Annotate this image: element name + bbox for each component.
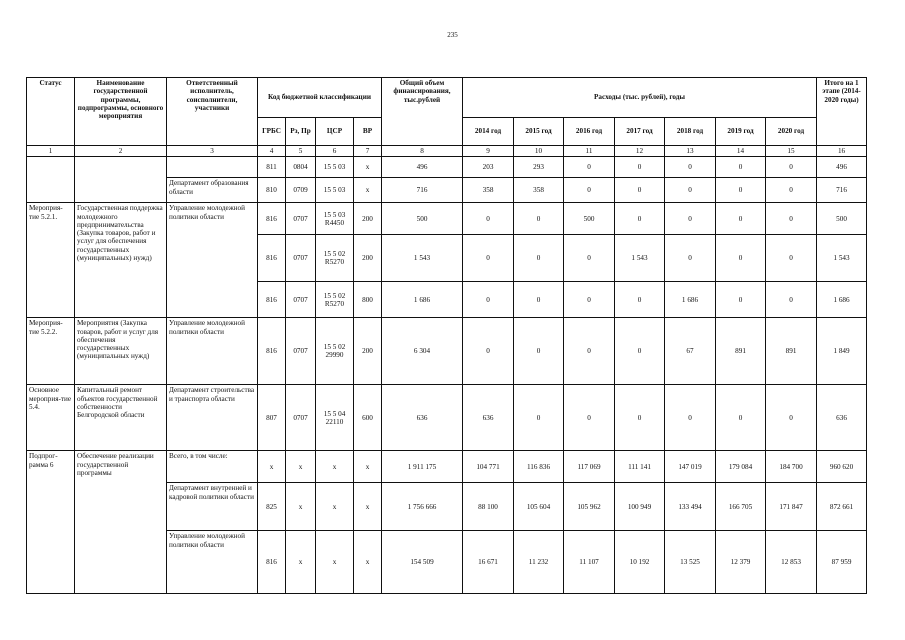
year-cell: 0 [514,203,564,235]
year-cell: 67 [665,318,716,385]
csr-cell: х [316,451,354,483]
status-cell: Мероприя-тие 5.2.2. [27,318,75,385]
year-cell: 0 [564,282,615,318]
rzpr-cell: 0707 [286,235,316,282]
column-number: 16 [817,146,867,157]
name-cell: Государственная поддержка молодежного предпринимательства (Закупка товаров, работ и услуг для обеспечения государственных (муниципальных) нужд) [75,203,167,318]
rzpr-cell: х [286,531,316,594]
grbs-cell: 816 [258,531,286,594]
header-year-2015: 2015 год [514,118,564,146]
year-cell: 891 [716,318,766,385]
header-year-2014: 2014 год [463,118,514,146]
total-cell: 1 543 [382,235,463,282]
total-cell: 6 304 [382,318,463,385]
column-number: 3 [167,146,258,157]
header-row-1 [27,78,867,118]
year-cell: 0 [665,157,716,178]
year-cell: 0 [615,385,665,451]
year-cell: 179 084 [716,451,766,483]
year-cell: 11 232 [514,531,564,594]
csr-cell: 15 5 02 R5270 [316,282,354,318]
executor-cell: Управление молодежной политики области [167,531,258,594]
year-cell: 0 [665,178,716,203]
vr-cell: 200 [354,203,382,235]
year-cell: 0 [514,318,564,385]
year-cell: 0 [766,203,817,235]
year-cell: 203 [463,157,514,178]
vr-cell: х [354,451,382,483]
sum-cell: 1 686 [817,282,867,318]
name-cell: Мероприятия (Закупка товаров, работ и услуг для обеспечения государственных (муниципальных нужд) [75,318,167,385]
column-number: 8 [382,146,463,157]
rzpr-cell: 0804 [286,157,316,178]
csr-cell: 15 5 03 [316,178,354,203]
header-budget-code: Код бюджетной классификации [258,78,382,118]
year-cell: 0 [564,318,615,385]
vr-cell: х [354,157,382,178]
total-cell: 1 911 175 [382,451,463,483]
column-number: 9 [463,146,514,157]
total-cell: 636 [382,385,463,451]
year-cell: 0 [615,282,665,318]
year-cell: 11 107 [564,531,615,594]
rzpr-cell: 0707 [286,203,316,235]
csr-cell: х [316,483,354,531]
year-cell: 0 [514,385,564,451]
year-cell: 0 [766,282,817,318]
year-cell: 0 [615,318,665,385]
table-row [27,451,867,483]
name-cell: Обеспечение реализации государственной программы [75,451,167,594]
csr-cell: 15 5 02 R5270 [316,235,354,282]
column-number: 2 [75,146,167,157]
status-cell: Мероприя-тие 5.2.1. [27,203,75,318]
year-cell: 500 [564,203,615,235]
year-cell: 12 853 [766,531,817,594]
csr-cell: 15 5 04 22110 [316,385,354,451]
grbs-cell: х [258,451,286,483]
year-cell: 12 379 [716,531,766,594]
header-grbs: ГРБС [258,118,286,146]
column-number: 1 [27,146,75,157]
executor-cell: Всего, в том числе: [167,451,258,483]
header-year-2016: 2016 год [564,118,615,146]
table-row [27,203,867,235]
header-rzpr: Рз, Пр [286,118,316,146]
header-status: Статус [27,78,75,146]
csr-cell: 15 5 03 [316,157,354,178]
year-cell: 0 [766,178,817,203]
year-cell: 0 [716,178,766,203]
status-cell: Основное мероприя-тие 5.4. [27,385,75,451]
year-cell: 105 962 [564,483,615,531]
year-cell: 105 604 [514,483,564,531]
vr-cell: х [354,483,382,531]
sum-cell: 960 620 [817,451,867,483]
sum-cell: 716 [817,178,867,203]
column-number-row [27,146,867,157]
year-cell: 0 [463,203,514,235]
total-cell: 500 [382,203,463,235]
status-cell [27,157,75,203]
year-cell: 0 [716,235,766,282]
year-cell: 88 100 [463,483,514,531]
year-cell: 636 [463,385,514,451]
year-cell: 0 [463,318,514,385]
year-cell: 0 [766,385,817,451]
year-cell: 104 771 [463,451,514,483]
year-cell: 116 836 [514,451,564,483]
year-cell: 0 [564,385,615,451]
column-number: 7 [354,146,382,157]
rzpr-cell: 0707 [286,282,316,318]
year-cell: 0 [716,157,766,178]
header-vr: ВР [354,118,382,146]
grbs-cell: 811 [258,157,286,178]
rzpr-cell: 0707 [286,385,316,451]
year-cell: 13 525 [665,531,716,594]
header-total-funding: Общий объем финансирования, тыс.рублей [382,78,463,146]
grbs-cell: 816 [258,203,286,235]
year-cell: 0 [615,203,665,235]
year-cell: 0 [564,178,615,203]
year-cell: 1 543 [615,235,665,282]
column-number: 10 [514,146,564,157]
header-name: Наименование государственной программы, подпрограммы, основного мероприятия [75,78,167,146]
year-cell: 111 141 [615,451,665,483]
sum-cell: 1 543 [817,235,867,282]
year-cell: 0 [766,235,817,282]
table-row [27,157,867,178]
rzpr-cell: х [286,451,316,483]
table-row [27,385,867,451]
grbs-cell: 825 [258,483,286,531]
year-cell: 293 [514,157,564,178]
sum-cell: 87 959 [817,531,867,594]
column-number: 14 [716,146,766,157]
executor-cell: Департамент образования области [167,178,258,203]
page-number: 235 [447,31,458,39]
sum-cell: 636 [817,385,867,451]
year-cell: 10 192 [615,531,665,594]
header-csr: ЦСР [316,118,354,146]
year-cell: 16 671 [463,531,514,594]
year-cell: 147 019 [665,451,716,483]
year-cell: 117 069 [564,451,615,483]
column-number: 6 [316,146,354,157]
year-cell: 0 [716,203,766,235]
grbs-cell: 807 [258,385,286,451]
executor-cell: Департамент внутренней и кадровой политики области [167,483,258,531]
sum-cell: 496 [817,157,867,178]
header-expenses: Расходы (тыс. рублей), годы [463,78,817,118]
executor-cell: Управление молодежной политики области [167,203,258,318]
year-cell: 0 [514,282,564,318]
year-cell: 891 [766,318,817,385]
year-cell: 0 [665,385,716,451]
total-cell: 1 686 [382,282,463,318]
vr-cell: 600 [354,385,382,451]
year-cell: 184 700 [766,451,817,483]
executor-cell [167,157,258,178]
year-cell: 1 686 [665,282,716,318]
header-year-2020: 2020 год [766,118,817,146]
grbs-cell: 810 [258,178,286,203]
grbs-cell: 816 [258,318,286,385]
year-cell: 0 [615,157,665,178]
csr-cell: х [316,531,354,594]
year-cell: 0 [564,235,615,282]
csr-cell: 15 5 03 R4450 [316,203,354,235]
vr-cell: 200 [354,235,382,282]
table-row [27,318,867,385]
year-cell: 358 [463,178,514,203]
executor-cell: Департамент строительства и транспорта области [167,385,258,451]
year-cell: 100 949 [615,483,665,531]
executor-cell: Управление молодежной политики области [167,318,258,385]
year-cell: 358 [514,178,564,203]
column-number: 11 [564,146,615,157]
column-number: 13 [665,146,716,157]
column-number: 12 [615,146,665,157]
year-cell: 0 [514,235,564,282]
name-cell [75,157,167,203]
sum-cell: 500 [817,203,867,235]
year-cell: 171 847 [766,483,817,531]
sum-cell: 872 661 [817,483,867,531]
header-year-2018: 2018 год [665,118,716,146]
year-cell: 0 [463,235,514,282]
year-cell: 0 [463,282,514,318]
sum-cell: 1 849 [817,318,867,385]
year-cell: 133 494 [665,483,716,531]
year-cell: 0 [615,178,665,203]
name-cell: Капитальный ремонт объектов государственной собственности Белгородской области [75,385,167,451]
year-cell: 0 [716,282,766,318]
grbs-cell: 816 [258,282,286,318]
year-cell: 0 [665,235,716,282]
year-cell: 166 705 [716,483,766,531]
header-year-2017: 2017 год [615,118,665,146]
year-cell: 0 [716,385,766,451]
total-cell: 716 [382,178,463,203]
year-cell: 0 [564,157,615,178]
rzpr-cell: 0707 [286,318,316,385]
column-number: 4 [258,146,286,157]
column-number: 15 [766,146,817,157]
vr-cell: 800 [354,282,382,318]
vr-cell: х [354,531,382,594]
header-executor: Ответственный исполнитель, соисполнители, участники [167,78,258,146]
total-cell: 154 509 [382,531,463,594]
rzpr-cell: х [286,483,316,531]
total-cell: 496 [382,157,463,178]
grbs-cell: 816 [258,235,286,282]
column-number: 5 [286,146,316,157]
year-cell: 0 [766,157,817,178]
vr-cell: 200 [354,318,382,385]
header-year-2019: 2019 год [716,118,766,146]
budget-table [26,77,867,594]
vr-cell: х [354,178,382,203]
total-cell: 1 756 666 [382,483,463,531]
csr-cell: 15 5 02 29990 [316,318,354,385]
status-cell: Подпрог-рамма 6 [27,451,75,594]
rzpr-cell: 0709 [286,178,316,203]
year-cell: 0 [665,203,716,235]
header-stage-total: Итого на 1 этапе (2014-2020 годы) [817,78,867,146]
